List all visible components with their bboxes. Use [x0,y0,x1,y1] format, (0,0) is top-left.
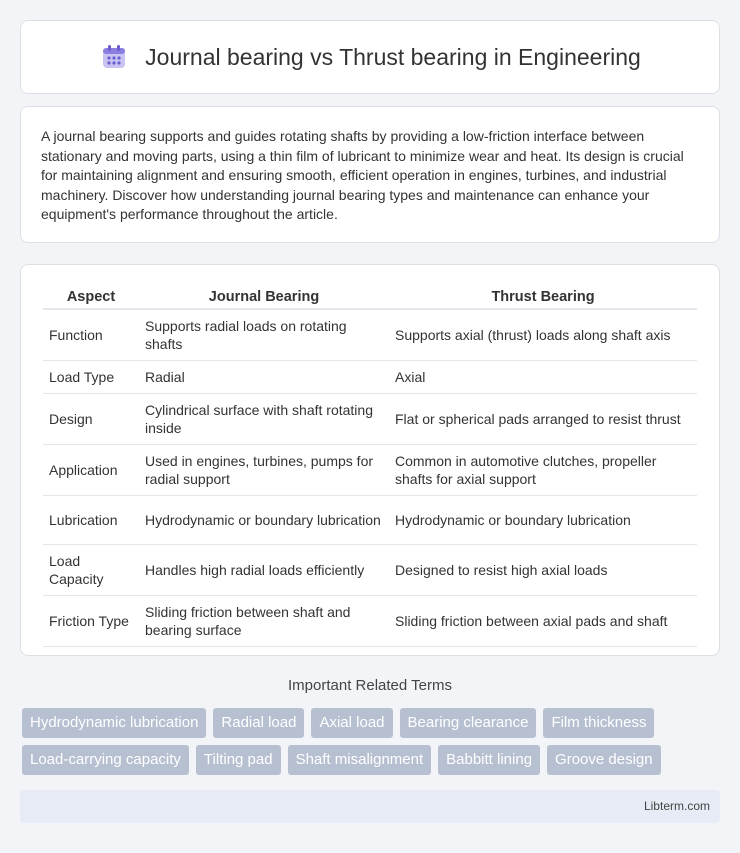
header-aspect: Aspect [43,285,139,309]
header-thrust-bearing: Thrust Bearing [389,285,697,309]
intro-card [20,106,720,243]
table-row [43,545,697,596]
cell-aspect: Application [43,445,139,496]
tag-radial-load[interactable]: Radial load [213,708,304,738]
cell-thrust: Axial [389,361,697,394]
table-row [43,596,697,647]
table-header-row [43,285,697,309]
cell-journal: Sliding friction between shaft and bearing surface [139,596,389,647]
cell-thrust: Supports axial (thrust) loads along shaft axis [389,309,697,361]
table-row [43,445,697,496]
cell-aspect: Lubrication [43,496,139,545]
cell-thrust: Hydrodynamic or boundary lubrication [389,496,697,545]
cell-journal: Used in engines, turbines, pumps for radial support [139,445,389,496]
page-title: Journal bearing vs Thrust bearing in Engineering [145,43,641,70]
cell-thrust: Designed to resist high axial loads [389,545,697,596]
comparison-table-card [20,264,720,656]
intro-text: A journal bearing supports and guides rotating shafts by providing a low-friction interface between stationary and moving parts, using a thin film of lubricant to minimize wear and heat. Its design is crucial for maintaining alignment and ensuring smooth, efficient operation in engines, turbines, and industrial machinery. Discover how understanding journal bearing types and maintenance can enhance your equipment's performance throughout the article. [41,128,684,222]
cell-thrust: Flat or spherical pads arranged to resist thrust [389,394,697,445]
cell-aspect: Design [43,394,139,445]
cell-aspect: Load Type [43,361,139,394]
title-wrap [99,42,641,72]
tag-load-carrying-capacity[interactable]: Load-carrying capacity [22,745,189,775]
cell-journal: Hydrodynamic or boundary lubrication [139,496,389,545]
title-card [20,20,720,94]
cell-journal: Cylindrical surface with shaft rotating inside [139,394,389,445]
tag-film-thickness[interactable]: Film thickness [543,708,654,738]
tag-babbitt-lining[interactable]: Babbitt lining [438,745,540,775]
table-row [43,394,697,445]
footer [20,790,720,823]
tag-hydrodynamic-lubrication[interactable]: Hydrodynamic lubrication [22,708,206,738]
calendar-icon [99,42,129,72]
table-row [43,496,697,545]
cell-thrust: Common in automotive clutches, propeller shafts for axial support [389,445,697,496]
cell-aspect: Friction Type [43,596,139,647]
tag-groove-design[interactable]: Groove design [547,745,661,775]
cell-thrust: Sliding friction between axial pads and shaft [389,596,697,647]
tag-axial-load[interactable]: Axial load [311,708,392,738]
tag-tilting-pad[interactable]: Tilting pad [196,745,281,775]
tag-shaft-misalignment[interactable]: Shaft misalignment [288,745,432,775]
header-journal-bearing: Journal Bearing [139,285,389,309]
comparison-table [43,285,697,647]
cell-aspect: Function [43,309,139,361]
cell-aspect: Load Capacity [43,545,139,596]
table-row [43,361,697,394]
tag-bearing-clearance[interactable]: Bearing clearance [400,708,537,738]
cell-journal: Supports radial loads on rotating shafts [139,309,389,361]
cell-journal: Radial [139,361,389,394]
footer-site-link[interactable]: Libterm.com [643,799,710,813]
related-terms-title: Important Related Terms [288,677,452,694]
cell-journal: Handles high radial loads efficiently [139,545,389,596]
related-terms-tags [22,708,722,775]
table-row [43,309,697,361]
